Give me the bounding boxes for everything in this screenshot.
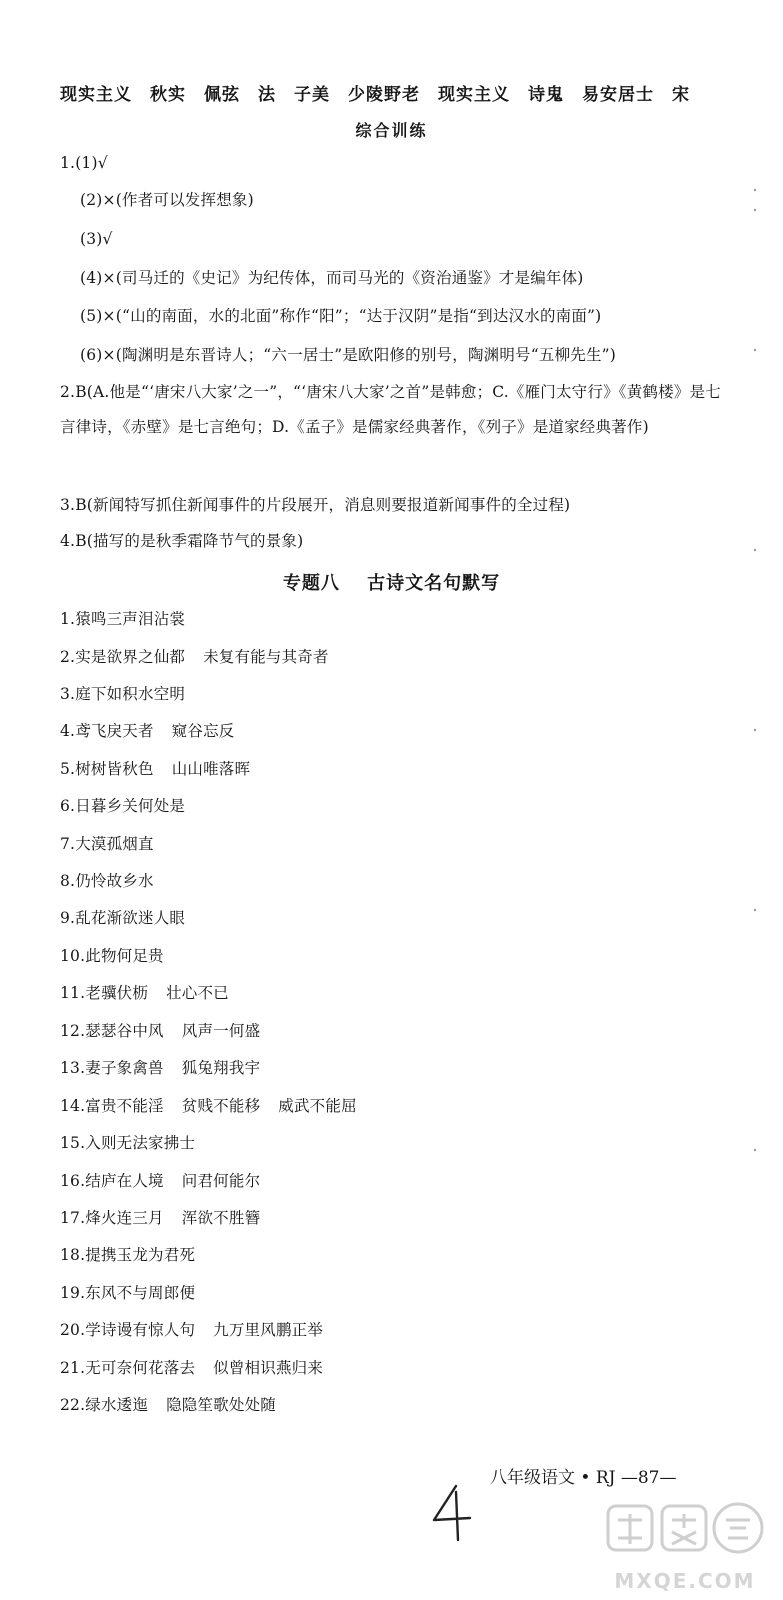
handwritten-mark <box>426 1482 476 1542</box>
top-answer-term: 易安居士 <box>582 85 654 105</box>
line-text: 未复有能与其奇者 <box>203 648 329 666</box>
top-answer-term: 现实主义 <box>60 85 132 105</box>
top-answer-term: 少陵野老 <box>348 85 420 105</box>
line-text: 似曾相识燕归来 <box>213 1359 324 1377</box>
line-text: 九万里风鹏正举 <box>213 1321 324 1339</box>
recitation-item <box>60 946 164 966</box>
line-text: 11.老骥伏枥 <box>60 984 149 1002</box>
line-text: 18.提携玉龙为君死 <box>60 1246 196 1264</box>
top-answer-term: 子美 <box>294 85 330 105</box>
training-item: (2)×(作者可以发挥想象) <box>80 191 254 209</box>
watermark <box>600 1498 770 1593</box>
line-text: 6.日暮乡关何处是 <box>60 797 186 815</box>
recitation-item <box>60 721 235 741</box>
recitation-item <box>60 1208 260 1228</box>
line-text: 问君何能尔 <box>181 1172 261 1190</box>
line-text: 威武不能屈 <box>278 1097 357 1115</box>
top-answer-term: 宋 <box>672 85 690 105</box>
line-text: 12.瑟瑟谷中风 <box>60 1022 164 1040</box>
line-text: 9.乱花渐欲迷人眼 <box>60 909 186 927</box>
training-item: (3)√ <box>80 230 113 248</box>
recitation-item <box>60 1320 323 1340</box>
line-text: 5.树树皆秋色 <box>60 760 154 778</box>
training-item: 1.(1)√ <box>60 154 108 172</box>
recitation-item <box>60 1283 195 1303</box>
section-heading-topic8 <box>0 569 783 595</box>
recitation-item <box>60 1096 357 1116</box>
training-item: 2.B(A.他是“‘唐宋八大家’之一”，“‘唐宋八大家’之首”是韩愈；C.《雁门太守行》《黄鹤楼》是七言律诗，《赤壁》是七言绝句；D.《孟子》是儒家经典著作，《列子》是道家经典著作) <box>60 383 721 436</box>
recitation-item <box>60 796 185 816</box>
recitation-item <box>60 647 329 667</box>
training-item: (4)×(司马迁的《史记》为纪传体，而司马光的《资治通鉴》才是编年体) <box>80 269 584 287</box>
top-answer-term: 秋实 <box>150 85 186 105</box>
watermark-url: MXQE.COM <box>614 1569 756 1593</box>
line-text: 浑欲不胜簪 <box>181 1209 261 1227</box>
topic8-title: 古诗文名句默写 <box>367 573 501 594</box>
line-text: 16.结庐在人境 <box>60 1172 164 1190</box>
recitation-item <box>60 834 154 854</box>
recitation-item <box>60 759 250 779</box>
line-text: 13.妻子象禽兽 <box>60 1059 164 1077</box>
line-text: 20.学诗谩有惊人句 <box>60 1321 196 1339</box>
recitation-item <box>60 684 185 704</box>
line-text: 风声一何盛 <box>181 1022 261 1040</box>
line-text: 1.猿鸣三声泪沾裳 <box>60 610 186 628</box>
recitation-item <box>60 1395 276 1415</box>
recitation-item <box>60 1021 260 1041</box>
recitation-item <box>60 1245 195 1265</box>
watermark-logo <box>600 1498 770 1558</box>
line-text: 7.大漠孤烟直 <box>60 835 154 853</box>
recitation-item <box>60 983 229 1003</box>
top-answer-term: 诗鬼 <box>528 85 564 105</box>
training-item: (5)×(“山的南面，水的北面”称作“阳”；“达于汉阴”是指“到达汉水的南面”) <box>80 307 602 325</box>
line-text: 14.富贵不能淫 <box>60 1097 164 1115</box>
line-text: 3.庭下如积水空明 <box>60 685 186 703</box>
line-text: 狐兔翔我宇 <box>181 1059 261 1077</box>
training-item: 3.B(新闻特写抓住新闻事件的片段展开，消息则要报道新闻事件的全过程) <box>60 496 571 514</box>
top-answer-term: 法 <box>258 85 276 105</box>
recitation-item <box>60 1358 323 1378</box>
top-answer-term: 现实主义 <box>438 85 510 105</box>
line-text: 4.鸢飞戾天者 <box>60 722 154 740</box>
line-text: 窥谷忘反 <box>171 722 235 740</box>
recitation-item <box>60 1058 260 1078</box>
line-text: 17.烽火连三月 <box>60 1209 164 1227</box>
training-item: 4.B(描写的是秋季霜降节气的景象) <box>60 532 304 550</box>
line-text: 2.实是欲界之仙都 <box>60 648 186 666</box>
recitation-item <box>60 1171 260 1191</box>
recitation-item <box>60 609 185 629</box>
line-text: 壮心不已 <box>166 984 229 1002</box>
topic8-label: 专题八 <box>282 573 340 594</box>
line-text: 22.绿水逶迤 <box>60 1396 149 1414</box>
page-footer: 八年级语文 • RJ —87— <box>490 1468 677 1488</box>
line-text: 10.此物何足贵 <box>60 947 164 965</box>
line-text: 19.东风不与周郎便 <box>60 1284 196 1302</box>
line-text: 隐隐笙歌处处随 <box>166 1396 276 1414</box>
line-text: 8.仍怜故乡水 <box>60 872 154 890</box>
recitation-item <box>60 908 185 928</box>
line-text: 山山唯落晖 <box>171 760 251 778</box>
top-answer-line <box>60 80 740 105</box>
top-answer-term: 佩弦 <box>204 85 240 105</box>
recitation-item <box>60 871 154 891</box>
section-heading-training: 综合训练 <box>355 121 428 140</box>
training-item: (6)×(陶渊明是东晋诗人；“六一居士”是欧阳修的别号，陶渊明号“五柳先生”) <box>80 346 617 364</box>
line-text: 15.入则无法家拂士 <box>60 1134 196 1152</box>
scan-edge-dots <box>752 170 758 1180</box>
line-text: 21.无可奈何花落去 <box>60 1359 196 1377</box>
recitation-item <box>60 1133 195 1153</box>
line-text: 贫贱不能移 <box>181 1097 261 1115</box>
